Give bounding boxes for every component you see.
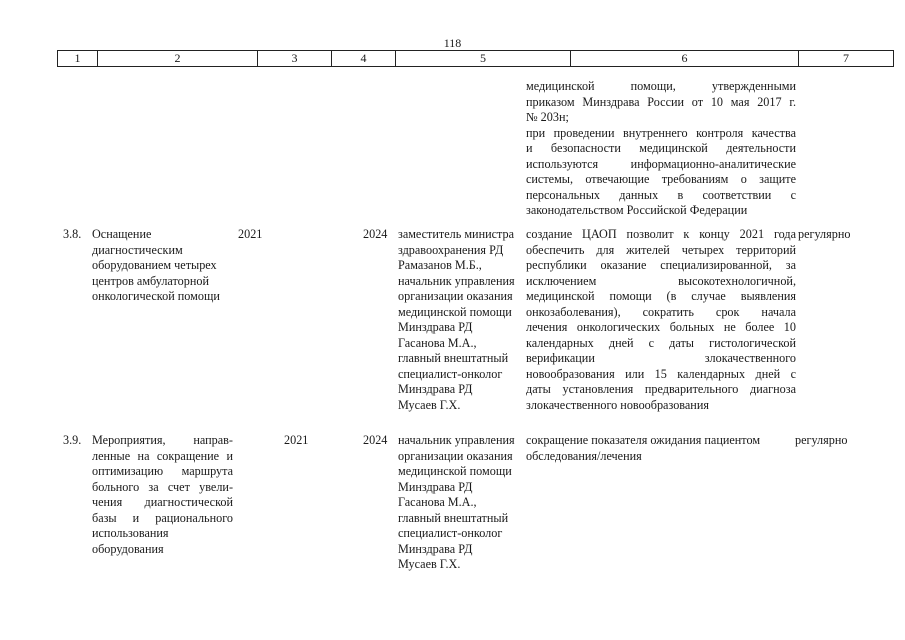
text-line: Рамазанов М.Б.,: [398, 258, 482, 272]
column-number-2: 2: [98, 51, 258, 66]
text-line: исключением высокотехнологичной,: [526, 273, 796, 288]
text-line: чения диагностической: [92, 495, 233, 509]
row-number: 3.8.: [63, 227, 82, 241]
text-line: Минздрава РД: [398, 541, 473, 556]
column-number-1: 1: [58, 51, 98, 66]
end-year: 2024: [363, 433, 388, 447]
text-line: оптимизацию маршрута: [92, 464, 233, 478]
text-line: даты установления предварительного диагноза: [526, 382, 796, 396]
text-line: главный внештатный: [398, 351, 509, 365]
text-line: при проведении внутреннего контроля качества: [526, 125, 796, 140]
column-number-7: 7: [843, 51, 849, 65]
text-line: медицинской помощи (в случае выявления: [526, 289, 796, 303]
text-line: Мероприятия, направ-: [92, 433, 233, 447]
text-line: республики оказание специализированной, за: [526, 258, 796, 272]
text-line: Минздрава РД: [398, 479, 473, 494]
start-year: 2021: [238, 227, 263, 241]
text-line: онкологической помощи: [92, 289, 220, 303]
text-line: использования: [92, 526, 169, 540]
text-line: здравоохранения РД: [398, 242, 504, 257]
column-number-5: 5: [396, 51, 571, 66]
measure-name: [92, 227, 233, 305]
text-line: медицинской помощи: [398, 304, 512, 319]
text-line: больного за счет увели-: [92, 479, 233, 494]
text-line: и безопасности медицинской деятельности: [526, 141, 796, 155]
expected-result: [526, 227, 796, 413]
text-line: центров амбулаторной: [92, 273, 209, 288]
text-line: лечения онкологических больных не более 10: [526, 320, 796, 334]
text-line: специалист-онколог: [398, 366, 503, 381]
text-line: организации оказания: [398, 289, 513, 303]
text-line: Мусаев Г.Х.: [398, 397, 461, 412]
text-line: начальник управления: [398, 433, 515, 447]
column-number-4: 4: [332, 51, 396, 66]
text-line: Минздрава РД: [398, 320, 473, 334]
text-line: обеспечить для жителей четырех территорий: [526, 242, 796, 257]
frequency: регулярно: [798, 227, 851, 241]
text-line: специалист-онколог: [398, 526, 503, 540]
table-column-header: [57, 50, 894, 67]
text-line: обследования/лечения: [526, 448, 642, 463]
text-line: оборудованием четырех: [92, 258, 217, 272]
text-line: главный внештатный: [398, 510, 509, 525]
text-line: диагностическим: [92, 242, 183, 257]
text-line: онкозаболевания), сократить срок начала: [526, 304, 796, 319]
text-line: Гасанова М.А.,: [398, 335, 477, 350]
text-line: оборудования: [92, 541, 164, 556]
text-line: новообразования или 15 календарных дней с: [526, 366, 796, 381]
start-year: 2021: [284, 433, 309, 447]
expected-result: [526, 433, 796, 464]
text-line: медицинской помощи, утвержденными: [526, 79, 796, 93]
text-line: организации оказания: [398, 448, 513, 463]
text-line: заместитель министра: [398, 227, 514, 241]
text-line: медицинской помощи: [398, 464, 512, 478]
text-line: создание ЦАОП позволит к концу 2021 года: [526, 227, 796, 241]
text-line: персональных данных в соответствии с: [526, 187, 796, 202]
text-line: злокачественного новообразования: [526, 397, 709, 412]
text-line: верификации злокачественного: [526, 351, 796, 365]
frequency: регулярно: [795, 433, 848, 447]
text-line: используются информационно-аналитические: [526, 156, 796, 171]
text-line: Оснащение: [92, 227, 152, 241]
text-line: базы и рационального: [92, 510, 233, 525]
text-line: приказом Минздрава России от 10 мая 2017 г.: [526, 94, 796, 109]
measure-name: [92, 433, 233, 557]
responsible-persons: [398, 227, 522, 413]
text-line: ленные на сокращение и: [92, 448, 233, 463]
text-line: начальник управления: [398, 273, 515, 288]
text-line: законодательством Российской Федерации: [526, 203, 748, 217]
text-line: календарных дней с даты гистологической: [526, 335, 796, 350]
responsible-persons: [398, 433, 522, 573]
text-line: сокращение показателя ожидания пациентом: [526, 433, 761, 447]
continuation-result-text: [526, 79, 796, 219]
column-number-3: 3: [258, 51, 332, 66]
text-line: Минздрава РД: [398, 382, 473, 396]
row-number: 3.9.: [63, 433, 82, 447]
text-line: Гасанова М.А.,: [398, 495, 477, 509]
page-number: 118: [443, 36, 462, 50]
column-number-6: 6: [571, 51, 799, 66]
text-line: Мусаев Г.Х.: [398, 557, 461, 571]
end-year: 2024: [363, 227, 388, 241]
text-line: системы, отвечающие требованиям о защите: [526, 172, 796, 186]
text-line: № 203н;: [526, 110, 569, 124]
